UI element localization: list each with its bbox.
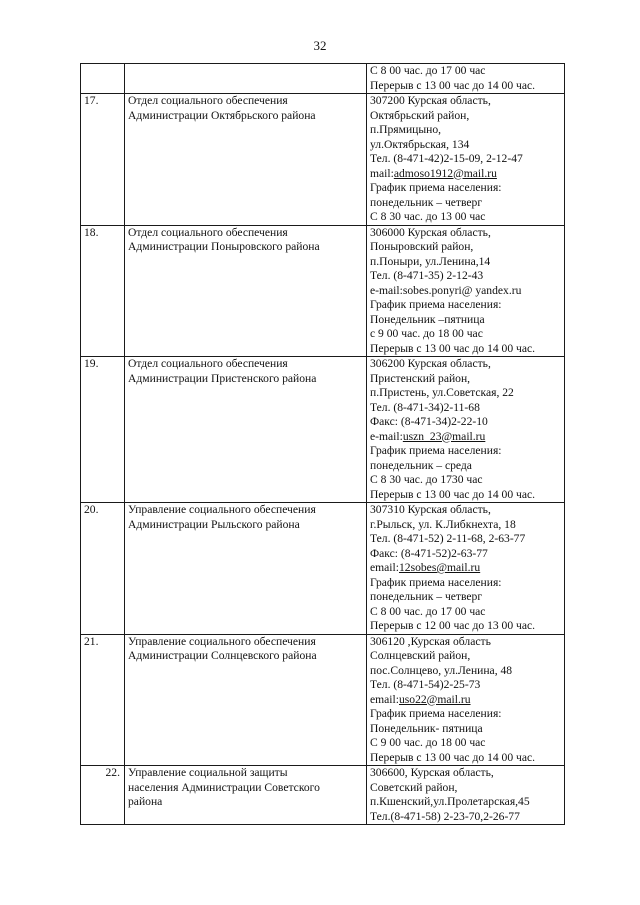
contact-info-cell — [367, 64, 565, 94]
agency-name-line: Администрации Пристенского района — [128, 371, 317, 385]
table-row — [81, 225, 565, 357]
contact-line — [370, 576, 562, 591]
agency-name-line: Отдел социального обеспечения — [128, 225, 288, 239]
table-row — [81, 94, 565, 226]
contact-text: Октябрьский район, — [370, 108, 470, 122]
contact-text: Понедельник –пятница — [370, 312, 485, 326]
email-link[interactable]: uszn_23@mail.ru — [402, 429, 486, 443]
row-number: 21. — [81, 634, 125, 766]
contact-line — [370, 736, 562, 751]
agency-name-cell — [125, 503, 367, 635]
agency-name-line: Отдел социального обеспечения — [128, 94, 288, 107]
email-line — [370, 167, 562, 182]
agency-name-line: района — [128, 795, 163, 808]
agency-name-line: Администрации Поныровского района — [128, 240, 320, 253]
email-line — [370, 561, 562, 576]
contact-text: e-mail: — [370, 429, 403, 443]
row-number: 18. — [81, 225, 125, 357]
contact-text: п.Поныри, ул.Ленина,14 — [370, 254, 491, 268]
contact-line — [370, 284, 562, 299]
contact-line — [370, 109, 562, 124]
agency-name-line: Отдел социального обеспечения — [128, 357, 288, 370]
contact-line — [370, 766, 562, 781]
table-row — [81, 766, 565, 825]
contact-info-cell — [367, 225, 565, 357]
agency-name-line: Управление социального обеспечения — [128, 503, 316, 516]
agency-name-line: Управление социальной защиты — [128, 766, 288, 779]
contact-text: С 8 00 час. до 17 00 час — [370, 64, 486, 77]
contact-info-cell — [367, 634, 565, 766]
contact-line — [370, 488, 562, 503]
contact-line — [370, 152, 562, 167]
contact-text: Тел. (8-471-54)2-25-73 — [370, 678, 481, 691]
agency-name-line: Администрации Солнцевского района — [128, 649, 317, 662]
contact-line — [370, 503, 562, 518]
contact-line — [370, 707, 562, 722]
email-line — [370, 430, 562, 445]
contact-text: С 8 30 час. до 1730 час — [370, 473, 483, 486]
contact-text: Пристенский район, — [370, 371, 471, 385]
contact-line — [370, 255, 562, 270]
contact-text: Факс: (8-471-34)2-22-10 — [370, 415, 488, 428]
contact-text: г.Рыльск, ул. К.Либкнехта, 18 — [370, 517, 516, 531]
agency-name-cell — [125, 225, 367, 357]
contact-line — [370, 401, 562, 416]
contact-text: График приема населения: — [370, 575, 502, 589]
contact-text: С 8 00 час. до 17 00 час — [370, 604, 486, 618]
contact-text: Перерыв с 13 00 час до 14 00 час. — [370, 78, 536, 92]
contact-text: понедельник – среда — [370, 458, 472, 472]
contact-text: Тел. (8-471-35) 2-12-43 — [370, 269, 484, 282]
contact-line — [370, 444, 562, 459]
contact-text: п.Прямицыно, — [370, 123, 442, 136]
contact-line — [370, 94, 562, 109]
contact-line — [370, 226, 562, 241]
contact-line — [370, 605, 562, 620]
contact-line — [370, 372, 562, 387]
row-number: 22. — [81, 766, 125, 825]
agency-name-cell — [125, 64, 367, 94]
agency-name-cell — [125, 357, 367, 503]
table-row — [81, 634, 565, 766]
contact-text: с 9 00 час. до 18 00 час — [370, 327, 483, 340]
contact-text: График приема населения: — [370, 707, 502, 720]
contact-line — [370, 619, 562, 634]
contact-info-cell — [367, 766, 565, 825]
contact-text: График приема населения: — [370, 181, 502, 194]
contact-text: понедельник – четверг — [370, 195, 483, 209]
contact-text: email: — [370, 561, 399, 574]
contact-text: 306120 ,Курская область — [370, 634, 491, 648]
contact-line — [370, 518, 562, 533]
agency-name-line: Управление социального обеспечения — [128, 634, 316, 648]
contact-text: 307310 Курская область, — [370, 503, 491, 516]
contact-info-cell — [367, 503, 565, 635]
contact-line — [370, 810, 562, 825]
table-body — [81, 64, 565, 825]
contact-line — [370, 327, 562, 342]
contact-text: e-mail:sobes.ponyri@ yandex.ru — [370, 283, 522, 297]
row-number: 17. — [81, 94, 125, 226]
contact-line — [370, 781, 562, 796]
contact-text: п.Пристень, ул.Советская, 22 — [370, 386, 514, 399]
contact-line — [370, 415, 562, 430]
email-line — [370, 693, 562, 708]
page-number: 32 — [313, 38, 327, 53]
contact-text: Понедельник- пятница — [370, 721, 483, 735]
contact-line — [370, 590, 562, 605]
contact-line — [370, 751, 562, 766]
contact-line — [370, 722, 562, 737]
contact-line — [370, 532, 562, 547]
contact-text: email: — [370, 692, 399, 706]
contact-text: Советский район, — [370, 780, 458, 794]
contact-line — [370, 635, 562, 650]
contact-line — [370, 547, 562, 562]
contact-text: Поныровский район, — [370, 240, 474, 253]
contact-line — [370, 240, 562, 255]
contact-line — [370, 473, 562, 488]
contact-line — [370, 298, 562, 313]
social-services-table — [80, 63, 565, 825]
contact-line — [370, 459, 562, 474]
contact-text: 307200 Курская область, — [370, 94, 491, 107]
contact-line — [370, 386, 562, 401]
contact-text: Факс: (8-471-52)2-63-77 — [370, 546, 488, 560]
email-link[interactable]: uso22@mail.ru — [398, 692, 471, 706]
contact-text: График приема населения: — [370, 444, 502, 457]
table-row — [81, 64, 565, 94]
contact-text: понедельник – четверг — [370, 590, 483, 603]
contact-line — [370, 342, 562, 357]
contact-line — [370, 123, 562, 138]
contact-text: 306000 Курская область, — [370, 225, 491, 239]
contact-line — [370, 79, 562, 94]
contact-text: Перерыв с 12 00 час до 13 00 час. — [370, 619, 536, 632]
contact-line — [370, 196, 562, 211]
agency-name-line: Администрации Рыльского района — [128, 517, 300, 531]
agency-name-cell — [125, 94, 367, 226]
contact-text: Тел.(8-471-58) 2-23-70,2-26-77 — [370, 809, 520, 823]
table-row — [81, 357, 565, 503]
agency-name-line: Администрации Октябрьского района — [128, 108, 316, 122]
contact-line — [370, 269, 562, 284]
contact-text: Тел. (8-471-34)2-11-68 — [370, 400, 480, 414]
contact-text: Перерыв с 13 00 час до 14 00 час. — [370, 750, 536, 764]
row-number: 20. — [81, 503, 125, 635]
contact-line — [370, 181, 562, 196]
contact-text: 306200 Курская область, — [370, 357, 491, 370]
contact-line — [370, 210, 562, 225]
email-link[interactable]: admoso1912@mail.ru — [393, 166, 497, 180]
contact-text: пос.Солнцево, ул.Ленина, 48 — [370, 663, 513, 677]
contact-text: С 8 30 час. до 13 00 час — [370, 210, 486, 223]
email-link[interactable]: 12sobes@mail.ru — [398, 561, 481, 574]
contact-text: Перерыв с 13 00 час до 14 00 час. — [370, 487, 536, 501]
contact-text: С 9 00 час. до 18 00 час — [370, 736, 486, 749]
row-number — [81, 64, 125, 94]
contact-text: Солнцевский район, — [370, 649, 471, 662]
agency-name-cell — [125, 634, 367, 766]
contact-info-cell — [367, 357, 565, 503]
contact-line — [370, 795, 562, 810]
contact-text: ул.Октябрьская, 134 — [370, 137, 470, 151]
contact-text: mail: — [370, 166, 394, 180]
contact-text: п.Кшенский,ул.Пролетарская,45 — [370, 795, 530, 808]
contact-text: Тел. (8-471-42)2-15-09, 2-12-47 — [370, 152, 523, 165]
agency-name-line: населения Администрации Советского — [128, 780, 320, 794]
contact-line — [370, 678, 562, 693]
contact-text: Тел. (8-471-52) 2-11-68, 2-63-77 — [370, 532, 526, 545]
agency-name-cell — [125, 766, 367, 825]
contact-line — [370, 138, 562, 153]
contact-line — [370, 357, 562, 372]
contact-text: Перерыв с 13 00 час до 14 00 час. — [370, 341, 536, 355]
contact-line — [370, 664, 562, 679]
table-row — [81, 503, 565, 635]
contact-text: 306600, Курская область, — [370, 766, 494, 779]
row-number: 19. — [81, 357, 125, 503]
contact-line — [370, 64, 562, 79]
contact-text: График приема населения: — [370, 298, 502, 311]
contact-line — [370, 649, 562, 664]
contact-line — [370, 313, 562, 328]
contact-info-cell — [367, 94, 565, 226]
